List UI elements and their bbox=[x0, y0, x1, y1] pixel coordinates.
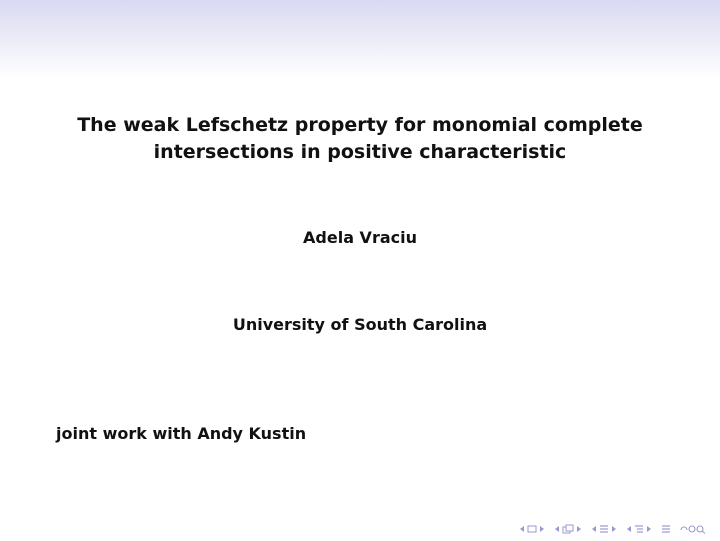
subsection-alt-icon[interactable] bbox=[634, 524, 644, 534]
subsection-alt-next-icon[interactable] bbox=[646, 525, 652, 533]
beamer-navigation-bar bbox=[513, 522, 706, 536]
subsection-alt-prev-icon[interactable] bbox=[626, 525, 632, 533]
frame-next-icon[interactable] bbox=[539, 525, 545, 533]
appendix-nav-group bbox=[661, 524, 671, 534]
subsection-alt-nav-group bbox=[626, 524, 652, 534]
section-prev-icon[interactable] bbox=[591, 525, 597, 533]
title-line-1: The weak Lefschetz property for monomial complete bbox=[77, 114, 643, 136]
institute-name: University of South Carolina bbox=[232, 315, 488, 334]
frame-icon[interactable] bbox=[527, 525, 537, 533]
search-nav-group bbox=[680, 524, 706, 534]
header-gradient-band bbox=[0, 0, 720, 78]
slide-title bbox=[0, 112, 720, 166]
subsection-icon[interactable] bbox=[562, 524, 574, 534]
appendix-icon[interactable] bbox=[661, 524, 671, 534]
frame-prev-icon[interactable] bbox=[519, 525, 525, 533]
frame-nav-group bbox=[519, 525, 545, 533]
section-icon[interactable] bbox=[599, 524, 609, 534]
title-line-2: intersections in positive characteristic bbox=[153, 141, 567, 163]
subsection-next-icon[interactable] bbox=[576, 525, 582, 533]
search-icon[interactable] bbox=[680, 524, 706, 534]
section-next-icon[interactable] bbox=[611, 525, 617, 533]
subsection-prev-icon[interactable] bbox=[554, 525, 560, 533]
collaboration-note: joint work with Andy Kustin bbox=[56, 424, 307, 443]
section-nav-group bbox=[591, 524, 617, 534]
subsection-nav-group bbox=[554, 524, 582, 534]
author-name: Adela Vraciu bbox=[303, 228, 417, 247]
